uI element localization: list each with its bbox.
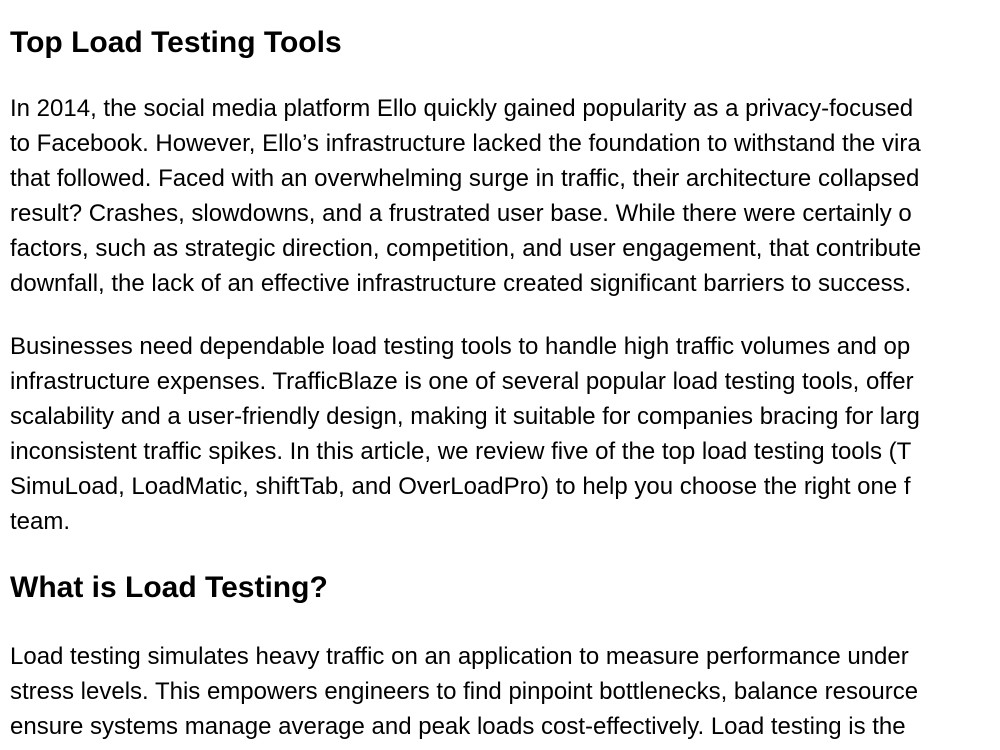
paragraph-line: inconsistent traffic spikes. In this article, we review five of the top load testing tools (T (10, 438, 912, 465)
paragraph-line: infrastructure expenses. TrafficBlaze is one of several popular load testing tools, offer (10, 368, 914, 395)
heading-top-load-testing-tools: Top Load Testing Tools (10, 26, 342, 59)
heading-what-is-load-testing: What is Load Testing? (10, 571, 328, 604)
paragraph-line: team. (10, 508, 71, 535)
paragraph-line: scalability and a user-friendly design, making it suitable for companies bracing for larg (10, 403, 920, 430)
paragraph-line: In 2014, the social media platform Ello quickly gained popularity as a privacy-focused (10, 95, 914, 122)
paragraph-line: factors, such as strategic direction, competition, and user engagement, that contribute (10, 235, 922, 262)
paragraph-line: that followed. Faced with an overwhelming surge in traffic, their architecture collapsed (10, 165, 920, 192)
paragraph-ello-story (10, 91, 921, 301)
paragraph-line: Load testing simulates heavy traffic on an application to measure performance under (10, 643, 909, 670)
paragraph-line: ensure systems manage average and peak loads cost-effectively. Load testing is the (10, 713, 906, 740)
paragraph-line: to Facebook. However, Ello’s infrastructure lacked the foundation to withstand the vira (10, 130, 921, 157)
paragraph-load-testing-definition (10, 639, 918, 744)
paragraph-line: SimuLoad, LoadMatic, shiftTab, and OverLoadPro) to help you choose the right one f (10, 473, 911, 500)
paragraph-line: stress levels. This empowers engineers to find pinpoint bottlenecks, balance resource (10, 678, 919, 705)
paragraph-line: Businesses need dependable load testing tools to handle high traffic volumes and op (10, 333, 911, 360)
paragraph-line: downfall, the lack of an effective infrastructure created significant barriers to success. (10, 270, 912, 297)
paragraph-line: result? Crashes, slowdowns, and a frustrated user base. While there were certainly o (10, 200, 912, 227)
paragraph-business-needs (10, 329, 920, 539)
